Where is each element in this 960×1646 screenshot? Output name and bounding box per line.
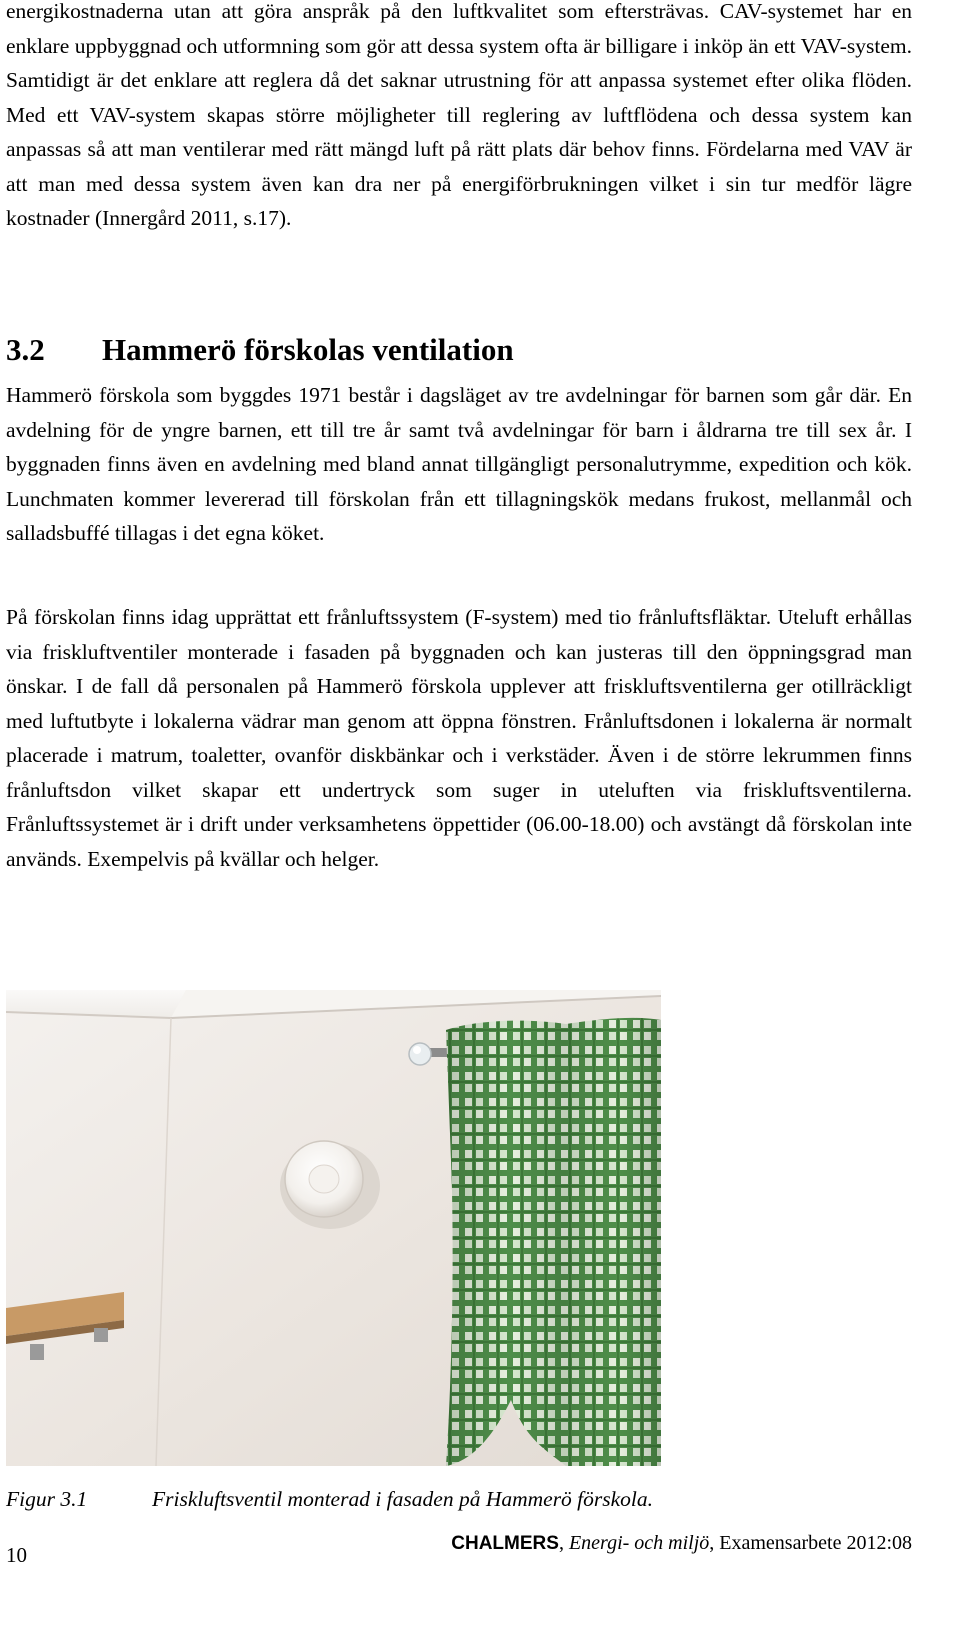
footer-separator: ,: [558, 1532, 569, 1554]
footer-brand: CHALMERS: [451, 1533, 559, 1554]
figure-number: Figur 3.1: [6, 1487, 88, 1511]
figure-photo: [6, 990, 661, 1466]
page-number: 10: [6, 1543, 27, 1567]
section-heading: [6, 330, 514, 370]
photo-wall-vent-curtain: [6, 990, 661, 1466]
section-title: Hammerö förskolas ventilation: [102, 332, 514, 367]
paragraph-forskola: Hammerö förskola som byggdes 1971 består i dagsläget av tre avdelningar för barnen som går där. En avdelning för de yngre barnen, ett till tre år samt två avdelningar för barn i åldrarna tre till sex år. I byggnaden finns även en avdelning med bland annat tillgängligt personalutrymme, expedition och kök. Lunchmaten kommer levererad till förskolan från ett tillagningskök medans frukost, mellanmål och salladsbuffé tillagas i det egna köket.: [6, 383, 912, 545]
footer-report: , Examensarbete 2012:08: [709, 1532, 912, 1554]
figure-caption: Friskluftsventil monterad i fasaden på Hammerö förskola.: [152, 1487, 654, 1511]
paragraph-cav-vav: energikostnaderna utan att göra anspråk på den luftkvalitet som eftersträvas. CAV-systemet har en enklare uppbyggnad och utformning som gör att dessa system ofta är billigare i inköp än ett VAV-system. Samtidigt är det enklare att reglera då det saknar utrustning för att anpassa systemet efter olika flöden. Med ett VAV-system skapas större möjligheter till reglering av luftflödena och dessa system kan anpassas så att man ventilerar med rätt mängd luft på rätt plats där behov finns. Fördelarna med VAV är att man med dessa system även kan dra ner på energiförbrukningen vilket i sin tur medför lägre kostnader (Innergård 2011, s.17).: [6, 0, 912, 230]
running-footer: [451, 1528, 912, 1559]
paragraph-ventilation: På förskolan finns idag upprättat ett frånluftssystem (F-system) med tio frånluftsfläktar. Uteluft erhållas via friskluftventiler monterade i fasaden på byggnaden och kan justeras till den öppningsgrad man önskar. I de fall då personalen på Hammerö förskola upplever att friskluftsventilerna ger otillräckligt med luftutbyte i lokalerna vädrar man genom att öppna fönstren. Frånluftsdonen i lokalerna är normalt placerade i matrum, toaletter, ovanför diskbänkar och i verkstäder. Även i de större lekrummen finns frånluftsdon vilket skapar ett undertryck som suger in uteluften via friskluftsventilerna. Frånluftssystemet är i drift under verksamhetens öppettider (06.00-18.00) och avstängt då förskolan inte används. Exempelvis på kvällar och helger.: [6, 605, 912, 871]
section-number: 3.2: [6, 332, 45, 367]
footer-department: Energi- och miljö: [568, 1532, 710, 1554]
